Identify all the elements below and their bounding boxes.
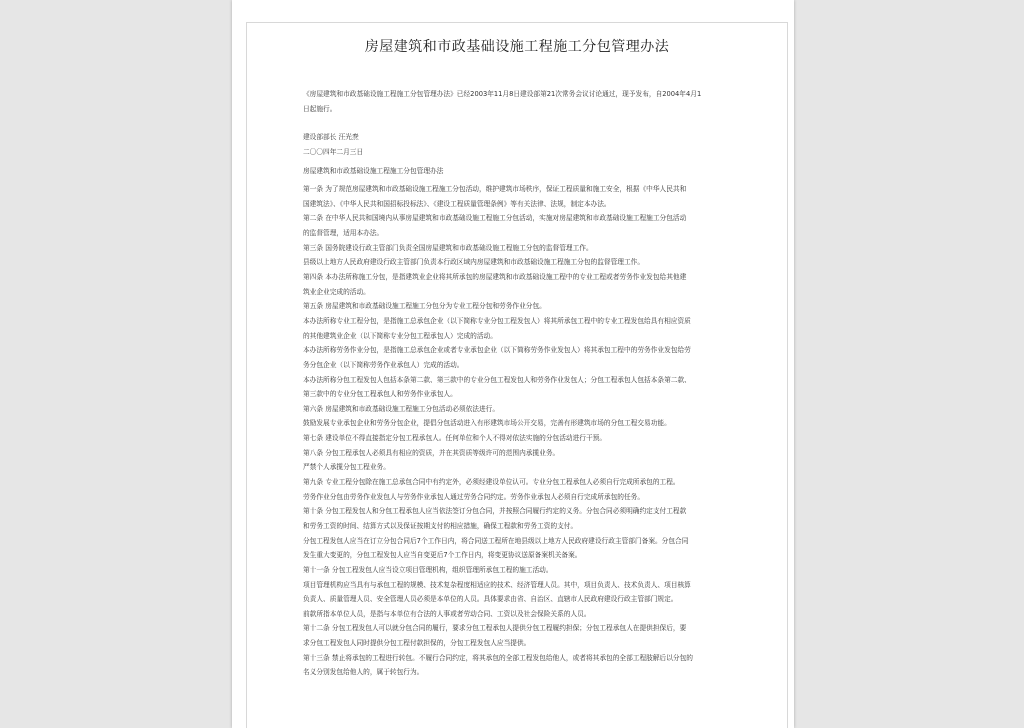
article-line: 项目管理机构应当具有与承包工程的规模、技术复杂程度相适应的技术、经济管理人员。其中，项目负责人、技术负责人、项目核算 [303, 580, 691, 589]
article-line: 第三条 国务院建设行政主管部门负责全国房屋建筑和市政基础设施工程施工分包的监督管理工作。 [303, 243, 593, 252]
article-line: 第一条 为了规范房屋建筑和市政基础设施工程施工分包活动，维护建筑市场秩序，保证工程质量和施工安全，根据《中华人民共和 [303, 185, 687, 194]
article-line: 第三款中的专业分包工程承包人和劳务作业承包人。 [303, 390, 457, 399]
page-content [246, 22, 788, 728]
article-line: 发生重大变更的，分包工程发包人应当自变更后7个工作日内，将变更协议送原备案机关备案。 [303, 551, 582, 560]
article-line: 第二条 在中华人民共和国境内从事房屋建筑和市政基础设施工程施工分包活动，实施对房屋建筑和市政基础设施工程施工分包活动 [303, 214, 687, 223]
intro-line: 《房屋建筑和市政基础设施工程施工分包管理办法》已经2003年11月8日建设部第21次常务会议讨论通过，现予发布，自2004年4月1 [303, 90, 702, 98]
article-line: 县级以上地方人民政府建设行政主管部门负责本行政区域内房屋建筑和市政基础设施工程施工分包的监督管理工作。 [303, 258, 645, 267]
article-line: 的监督管理，适用本办法。 [303, 229, 384, 238]
article-line: 第十二条 分包工程发包人可以就分包合同的履行，要求分包工程承包人提供分包工程履约担保；分包工程承包人在提供担保后，要 [303, 624, 687, 633]
article-line: 第九条 专业工程分包除在施工总承包合同中有约定外，必须经建设单位认可。专业分包工程承包人必须自行完成所承包的工程。 [303, 478, 680, 487]
document-page [232, 0, 794, 728]
article-list [303, 182, 723, 680]
article-line: 和劳务工资的时间、结算方式以及保证按期支付的相应措施，确保工程款和劳务工资的支付。 [303, 521, 578, 530]
article-line: 劳务作业分包由劳务作业发包人与劳务作业承包人通过劳务合同约定。劳务作业承包人必须自行完成所承包的任务。 [303, 492, 645, 501]
article-line: 本办法所称劳务作业分包，是指施工总承包企业或者专业承包企业（以下简称劳务作业发包人）将其承包工程中的劳务作业发包给劳 [303, 346, 691, 355]
article-line: 求分包工程发包人同时提供分包工程付款担保的，分包工程发包人应当提供。 [303, 639, 531, 648]
page-title: 房屋建筑和市政基础设施工程施工分包管理办法 [364, 39, 670, 55]
article-line: 本办法所称专业工程分包，是指施工总承包企业（以下简称专业分包工程发包人）将其所承包工程中的专业工程发包给具有相应资质 [303, 316, 691, 325]
article-line: 第八条 分包工程承包人必须具有相应的资质，并在其资质等级许可的范围内承揽业务。 [303, 448, 560, 457]
document-body [303, 87, 723, 680]
signature-author: 建设部部长 汪光焘 [303, 133, 359, 142]
article-line: 本办法所称分包工程发包人包括本条第二款、第三款中的专业分包工程发包人和劳务作业发包人；分包工程承包人包括本条第二款、 [303, 375, 691, 384]
article-line: 务分包企业（以下简称劳务作业承包人）完成的活动。 [303, 360, 464, 369]
article-line: 第六条 房屋建筑和市政基础设施工程施工分包活动必须依法进行。 [303, 404, 500, 413]
article-line: 筑业企业完成的活动。 [303, 287, 370, 296]
article-line: 第四条 本办法所称施工分包，是指建筑业企业将其所承包的房屋建筑和市政基础设施工程中的专业工程或者劳务作业发包给其他建 [303, 273, 687, 282]
article-line: 第七条 建设单位不得直接指定分包工程承包人。任何单位和个人不得对依法实施的分包活动进行干预。 [303, 434, 607, 443]
article-line: 严禁个人承揽分包工程业务。 [303, 463, 390, 472]
article-line: 第十条 分包工程发包人和分包工程承包人应当依法签订分包合同，并按照合同履行约定的义务。分包合同必须明确约定支付工程款 [303, 507, 687, 516]
article-line: 分包工程发包人应当在订立分包合同后7个工作日内，将合同送工程所在地县级以上地方人民政府建设行政主管部门备案。分包合同 [303, 536, 689, 545]
document-subtitle: 房屋建筑和市政基础设施工程施工分包管理办法 [303, 166, 444, 175]
article-line: 的其他建筑业企业（以下简称专业分包工程承包人）完成的活动。 [303, 331, 497, 340]
intro-line: 日起施行。 [303, 104, 337, 113]
article-line: 前款所指本单位人员，是指与本单位有合法的人事或者劳动合同、工资以及社会保险关系的人员。 [303, 609, 591, 618]
article-line: 负责人、质量管理人员、安全管理人员必须是本单位的人员。具体要求由省、自治区、直辖市人民政府建设行政主管部门规定。 [303, 595, 678, 604]
article-line: 国建筑法》、《中华人民共和国招标投标法》、《建设工程质量管理条例》等有关法律、法规，制定本办法。 [303, 199, 611, 208]
article-line: 第十三条 禁止将承包的工程进行转包。不履行合同约定，将其承包的全部工程发包给他人，或者将其承包的全部工程肢解后以分包的 [303, 653, 693, 662]
article-line: 鼓励发展专业承包企业和劳务分包企业，提倡分包活动进入有形建筑市场公开交易，完善有形建筑市场的分包工程交易功能。 [303, 419, 671, 428]
article-line: 名义分别发包给他人的，属于转包行为。 [303, 668, 424, 677]
article-line: 第五条 房屋建筑和市政基础设施工程施工分包分为专业工程分包和劳务作业分包。 [303, 302, 546, 311]
article-line: 第十一条 分包工程发包人应当设立项目管理机构，组织管理所承包工程的施工活动。 [303, 565, 553, 574]
signature-date: 二〇〇四年二月三日 [303, 147, 364, 156]
